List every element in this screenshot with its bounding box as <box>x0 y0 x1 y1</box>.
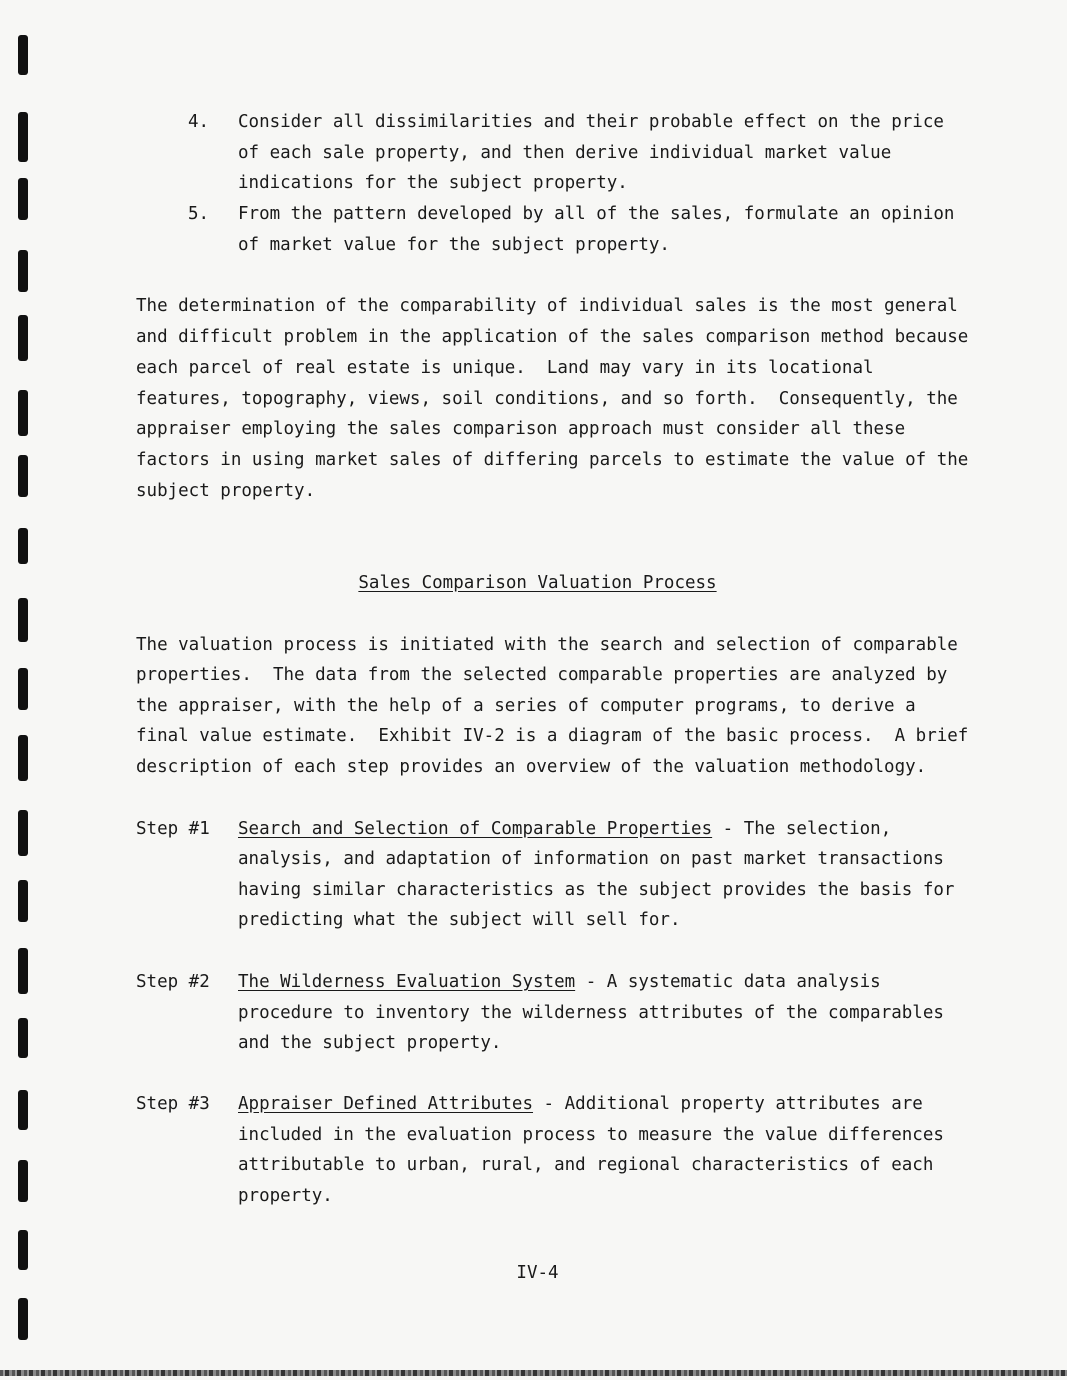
punch-hole-mark <box>18 735 28 781</box>
step-label: Step #1 <box>136 819 210 839</box>
list-item-text: From the pattern developed by all of the sales, formulate an opinion <box>238 204 955 224</box>
scan-bottom-edge <box>0 1370 1067 1376</box>
list-item-text: indications for the subject property. <box>238 173 628 193</box>
section-heading <box>0 568 1067 599</box>
step-text: included in the evaluation process to measure the value differences <box>238 1125 944 1145</box>
punch-hole-mark <box>18 178 28 220</box>
paragraph-line: and difficult problem in the application of the sales comparison method because <box>136 327 969 347</box>
punch-hole-mark <box>18 250 28 292</box>
paragraph-line: features, topography, views, soil conditions, and so forth. Consequently, the <box>136 389 958 409</box>
punch-hole-mark <box>18 880 28 922</box>
step-title: Appraiser Defined Attributes <box>238 1094 534 1114</box>
step-first-line <box>238 1089 923 1120</box>
step-label: Step #2 <box>136 972 210 992</box>
punch-hole-mark <box>18 1298 28 1340</box>
step-first-line <box>238 814 891 845</box>
punch-hole-mark <box>18 528 28 564</box>
step-label: Step #3 <box>136 1094 210 1114</box>
paragraph-line: properties. The data from the selected comparable properties are analyzed by <box>136 665 948 685</box>
punch-hole-mark <box>18 390 28 436</box>
step-first-line <box>238 967 881 998</box>
punch-hole-mark <box>18 1090 28 1130</box>
paragraph-line: description of each step provides an overview of the valuation methodology. <box>136 757 927 777</box>
step-text: - The selection, <box>712 819 892 839</box>
section-heading-text: Sales Comparison Valuation Process <box>358 573 717 593</box>
paragraph-line: The valuation process is initiated with the search and selection of comparable <box>136 635 958 655</box>
list-item-text: of market value for the subject property. <box>238 235 670 255</box>
punch-hole-mark <box>18 1018 28 1058</box>
paragraph-line: subject property. <box>136 481 316 501</box>
punch-hole-mark <box>18 35 28 75</box>
punch-hole-mark <box>18 112 28 162</box>
step-text: analysis, and adaptation of information on past market transactions <box>238 849 944 869</box>
step-title: Search and Selection of Comparable Properties <box>238 819 713 839</box>
punch-hole-mark <box>18 598 28 642</box>
punch-hole-mark <box>18 315 28 361</box>
punch-hole-mark <box>18 810 28 856</box>
step-text: and the subject property. <box>238 1033 502 1053</box>
step-text: attributable to urban, rural, and regional characteristics of each <box>238 1155 934 1175</box>
paragraph-line: the appraiser, with the help of a series of computer programs, to derive a <box>136 696 916 716</box>
punch-hole-mark <box>18 668 28 710</box>
paragraph-line: The determination of the comparability of individual sales is the most general <box>136 296 958 316</box>
paragraph-line: final value estimate. Exhibit IV-2 is a diagram of the basic process. A brief <box>136 726 969 746</box>
step-text: - A systematic data analysis <box>575 972 881 992</box>
list-item-text: of each sale property, and then derive individual market value <box>238 143 892 163</box>
list-item-text: Consider all dissimilarities and their probable effect on the price <box>238 112 944 132</box>
paragraph-line: appraiser employing the sales comparison approach must consider all these <box>136 419 906 439</box>
punch-hole-mark <box>18 948 28 994</box>
paragraph-line: factors in using market sales of differing parcels to estimate the value of the <box>136 450 969 470</box>
step-text: having similar characteristics as the subject provides the basis for <box>238 880 955 900</box>
paragraph-line: each parcel of real estate is unique. Land may vary in its locational <box>136 358 874 378</box>
punch-hole-mark <box>18 455 28 497</box>
page-number: IV-4 <box>516 1263 559 1283</box>
step-text: property. <box>238 1186 333 1206</box>
step-text: predicting what the subject will sell for. <box>238 910 681 930</box>
list-number: 5. <box>188 204 210 224</box>
list-number: 4. <box>188 112 210 132</box>
step-title: The Wilderness Evaluation System <box>238 972 576 992</box>
step-text: - Additional property attributes are <box>533 1094 923 1114</box>
step-text: procedure to inventory the wilderness attributes of the comparables <box>238 1003 944 1023</box>
punch-hole-mark <box>18 1160 28 1202</box>
